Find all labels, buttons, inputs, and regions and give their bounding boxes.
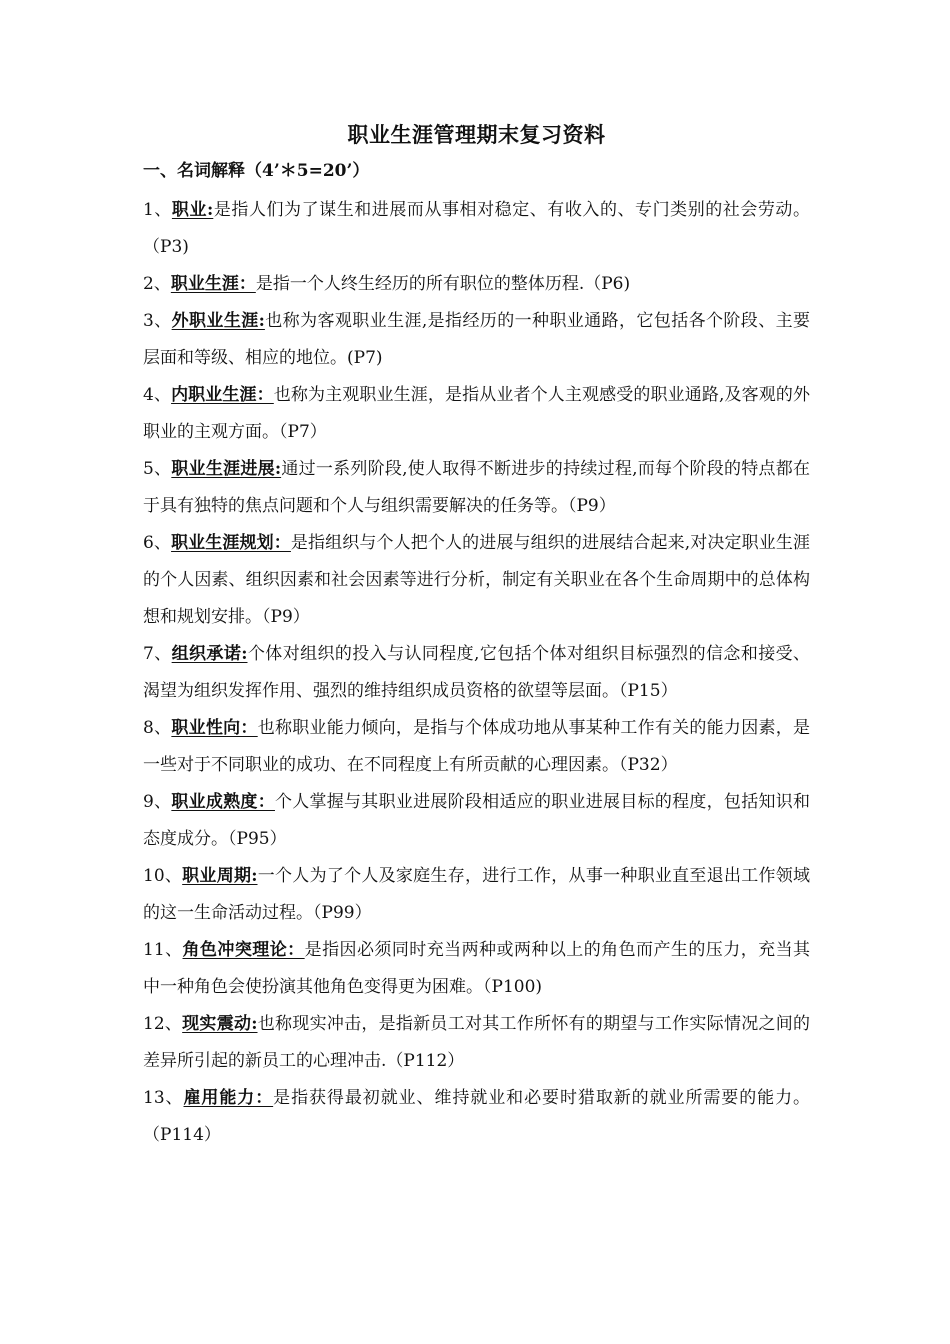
entry-definition: 通过一系列阶段,使人取得不断进步的持续过程,而每个阶段的特点都在于具有独特的焦点问题和个人与组织需要解决的任务等。（P9） [143, 459, 810, 516]
definition-entry-10 [143, 858, 810, 932]
entry-number: 7、 [143, 644, 172, 664]
entry-definition: 是指组织与个人把个人的进展与组织的进展结合起来,对决定职业生涯的个人因素、组织因素和社会因素等进行分析，制定有关职业在各个生命周期中的总体构想和规划安排。（P9） [143, 533, 810, 627]
definition-entry-7 [143, 636, 810, 710]
entry-term: 职业性向： [171, 718, 258, 738]
entry-term: 职业生涯规划： [171, 533, 291, 553]
entry-number: 5、 [143, 459, 172, 479]
entry-number: 11、 [143, 940, 183, 960]
entry-term: 组织承诺: [171, 644, 248, 664]
entry-number: 12、 [143, 1014, 183, 1034]
definition-entry-11 [143, 932, 810, 1006]
entry-definition: 一个人为了个人及家庭生存，进行工作，从事一种职业直至退出工作领域的这一生命活动过程。（P99） [143, 866, 811, 923]
entry-number: 1、 [143, 200, 172, 220]
entry-number: 8、 [143, 718, 172, 738]
document-title: 职业生涯管理期末复习资料 [347, 122, 606, 147]
definition-entry-5 [143, 451, 810, 525]
entry-definition: 也称为客观职业生涯,是指经历的一种职业通路，它包括各个阶段、主要层面和等级、相应的地位。(P7) [143, 311, 810, 368]
entry-definition: 也称职业能力倾向，是指与个体成功地从事某种工作有关的能力因素，是一些对于不同职业的成功、在不同程度上有所贡献的心理因素。（P32） [143, 718, 810, 775]
entry-definition: 是指一个人终生经历的所有职位的整体历程.（P6) [255, 274, 631, 294]
entry-definition: 也称为主观职业生涯，是指从业者个人主观感受的职业通路,及客观的外职业的主观方面。（P7） [143, 385, 810, 442]
definition-entry-4 [143, 377, 810, 451]
entry-term: 外职业生涯: [171, 311, 265, 331]
entry-number: 6、 [143, 533, 172, 553]
definition-entry-6 [143, 525, 810, 636]
entry-term: 雇用能力： [183, 1088, 274, 1108]
entry-number: 3、 [143, 311, 172, 331]
entry-definition: 是指人们为了谋生和进展而从事相对稳定、有收入的、专门类别的社会劳动。（P3) [143, 200, 810, 257]
entry-definition: 个体对组织的投入与认同程度,它包括个体对组织目标强烈的信念和接受、渴望为组织发挥作用、强烈的维持组织成员资格的欲望等层面。（P15） [143, 644, 811, 701]
entry-definition: 是指因必须同时充当两种或两种以上的角色而产生的压力，充当其中一种角色会使扮演其他角色变得更为困难。（P100) [143, 940, 811, 997]
entry-number: 4、 [143, 385, 172, 405]
definition-entry-13 [143, 1080, 810, 1154]
definition-entry-12 [143, 1006, 810, 1080]
entry-definition: 是指获得最初就业、维持就业和必要时猎取新的就业所需要的能力。（P114） [143, 1088, 811, 1145]
entry-term: 内职业生涯： [171, 385, 274, 405]
entry-term: 职业生涯： [170, 274, 256, 294]
definition-entry-2 [143, 266, 810, 303]
entry-definition: 个人掌握与其职业进展阶段相适应的职业进展目标的程度，包括知识和态度成分。（P95） [143, 792, 810, 849]
entry-term: 角色冲突理论： [182, 940, 305, 960]
entry-number: 9、 [143, 792, 172, 812]
entry-term: 职业成熟度： [171, 792, 275, 812]
entry-number: 10、 [143, 866, 183, 886]
entry-definition: 也称现实冲击，是指新员工对其工作所怀有的期望与工作实际情况之间的差异所引起的新员工的心理冲击.（P112） [143, 1014, 811, 1071]
entry-term: 职业生涯进展: [171, 459, 282, 479]
definition-entry-3 [143, 303, 810, 377]
definition-entry-1 [143, 192, 810, 266]
entry-term: 职业周期: [182, 866, 258, 886]
section-heading: 一、名词解释（4’＊5=20’） [143, 161, 370, 181]
definition-entry-9 [143, 784, 810, 858]
entry-number: 2、 [143, 274, 171, 294]
entry-term: 职业: [171, 200, 214, 220]
definition-entry-8 [143, 710, 810, 784]
entry-number: 13、 [143, 1088, 184, 1108]
entry-term: 现实震动: [182, 1014, 258, 1034]
